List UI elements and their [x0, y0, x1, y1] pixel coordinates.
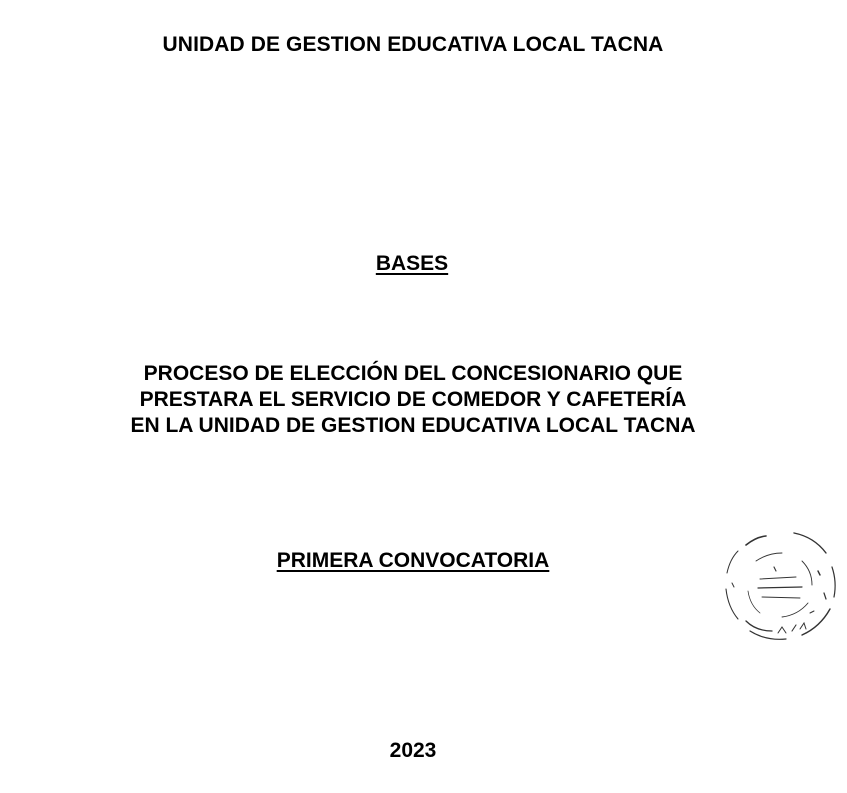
- process-title-line-2: PRESTARA EL SERVICIO DE COMEDOR Y CAFETERÍA: [139, 388, 687, 411]
- process-title-line-3: EN LA UNIDAD DE GESTION EDUCATIVA LOCAL TACNA: [130, 414, 696, 437]
- call-title: PRIMERA CONVOCATORIA: [276, 549, 550, 572]
- bases-heading: BASES: [375, 252, 449, 275]
- official-stamp-seal-icon: [716, 527, 842, 647]
- organization-title: UNIDAD DE GESTION EDUCATIVA LOCAL TACNA: [162, 33, 664, 56]
- process-title-line-1: PROCESO DE ELECCIÓN DEL CONCESIONARIO QUE: [143, 362, 683, 385]
- document-year: 2023: [389, 739, 437, 762]
